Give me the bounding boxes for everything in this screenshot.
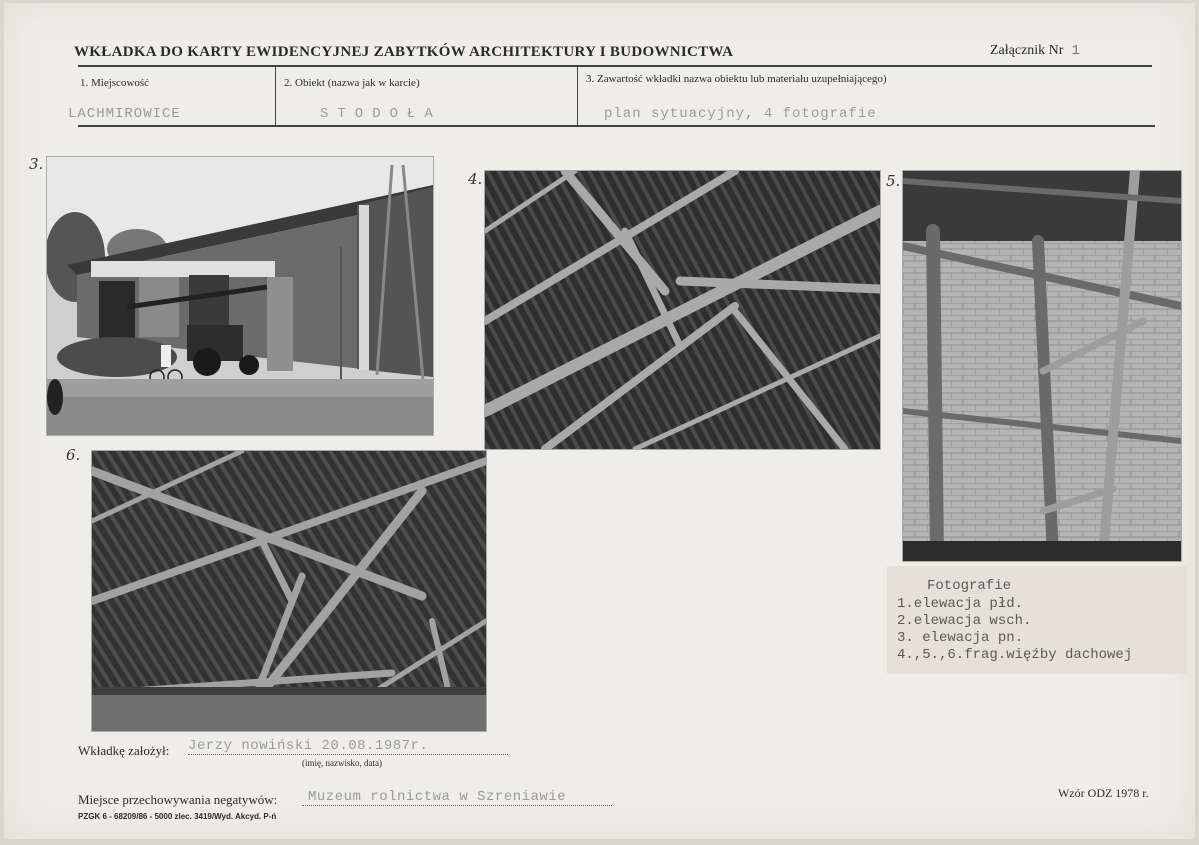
field-divider-2 (577, 67, 578, 127)
negatives-label: Miejsce przechowywania negatywów: (78, 792, 278, 807)
object-label: 2. Obiekt (nazwa jak w karcie) (284, 77, 420, 89)
contents-label: 3. Zawartość wkładki nazwa obiektu lub materiału uzupełniającego) (586, 73, 887, 85)
created-by-value: Jerzy nowiński 20.08.1987r. (188, 738, 429, 754)
created-by-dotted-line (188, 754, 508, 755)
caption-heading: Fotografie (927, 578, 1012, 594)
caption-item-4: 4.,5.,6.frag.więźby dachowej (897, 647, 1133, 663)
form-id: Wzór ODZ 1978 r. (1058, 786, 1149, 800)
photo-roof-truss-1 (484, 170, 881, 450)
photo-barn-exterior (46, 156, 434, 436)
header-rule (78, 65, 1152, 67)
document-title: WKŁADKA DO KARTY EWIDENCYJNEJ ZABYTKÓW ARCHITEKTURY I BUDOWNICTWA (74, 44, 734, 60)
caption-item-2: 2.elewacja wsch. (897, 613, 1032, 629)
created-by-hint: (imię, nazwisko, data) (302, 758, 382, 768)
field-divider-1 (275, 67, 276, 127)
locality-label: 1. Miejscowość (80, 77, 150, 89)
photo-number-4: 4. (468, 170, 483, 188)
annex-label (990, 43, 1080, 59)
photo-roof-truss-2 (91, 450, 487, 732)
object-value: STODOŁA (320, 106, 442, 122)
annex-number: 1 (1071, 43, 1080, 59)
negatives-dotted-line (302, 805, 612, 806)
print-info: PZGK 6 - 68209/86 - 5000 zlec. 3419/Wyd. Akcyd. P-ń (78, 812, 277, 821)
contents-value: plan sytuacyjny, 4 fotografie (604, 106, 877, 122)
caption-item-1: 1.elewacja płd. (897, 596, 1024, 612)
photo-number-6: 6. (66, 446, 81, 464)
annex-label-text: Załącznik Nr (990, 43, 1064, 58)
created-by-label: Wkładkę założył: (78, 743, 170, 758)
negatives-value: Muzeum rolnictwa w Szreniawie (308, 789, 567, 805)
photo-caption-card (887, 566, 1187, 674)
photo-roof-truss-wall (902, 170, 1182, 562)
caption-item-3: 3. elewacja pn. (897, 630, 1024, 646)
photo-number-5: 5. (886, 172, 901, 190)
fields-bottom-rule (78, 125, 1155, 127)
photo-number-3: 3. (29, 155, 44, 173)
locality-value: LACHMIROWICE (68, 106, 181, 122)
